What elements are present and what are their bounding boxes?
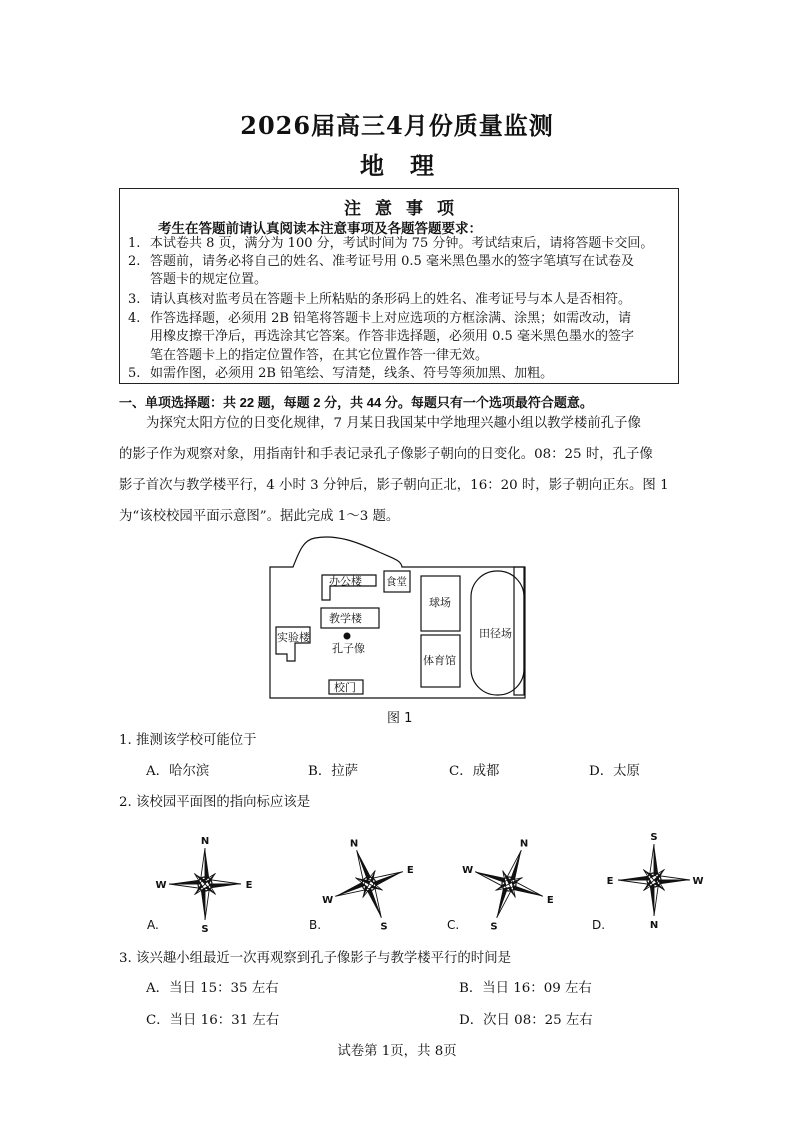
compass-option-c[interactable] xyxy=(447,838,555,932)
option-label: C． xyxy=(449,764,473,779)
compass-direction-label: N xyxy=(349,838,359,850)
notice-line: 笔在答题卡上的指定位置作答，在其它位置作答一律无效。 xyxy=(150,347,489,363)
option-a[interactable] xyxy=(146,977,279,996)
compass-direction-label: S xyxy=(650,832,658,843)
notice-line: 如需作图，必须用 2B 铅笔绘、写清楚，线条、符号等须加黑、加粗。 xyxy=(150,366,554,381)
map-label: 食堂 xyxy=(386,576,407,588)
compass-option-label: A. xyxy=(147,918,159,932)
notice-heading: 注意事项 xyxy=(344,199,468,219)
figure-caption: 图 1 xyxy=(387,711,413,726)
compass-direction-label: N xyxy=(519,838,529,850)
notice-item xyxy=(128,291,668,309)
notice-item-num: 5. xyxy=(128,366,141,381)
question-text: 该校园平面图的指向标应该是 xyxy=(136,795,311,810)
map-label: 孔子像 xyxy=(332,642,365,655)
notice-item-num: 4. xyxy=(128,311,141,326)
option-text: 成都 xyxy=(472,764,500,779)
notice-item xyxy=(128,365,668,383)
option-c[interactable] xyxy=(449,760,499,779)
option-text: 太原 xyxy=(613,764,640,779)
passage-line: 影子首次与教学楼平行，4 小时 3 分钟后，影子朝向正北，16：20 时，影子朝向正东。图 1 xyxy=(119,478,669,493)
compass-option-label: C. xyxy=(447,918,460,932)
option-text: 当日 16：09 左右 xyxy=(482,981,592,996)
question-num: 3. xyxy=(119,951,132,966)
option-d[interactable] xyxy=(459,1009,593,1028)
compass-direction-label: N xyxy=(200,836,210,847)
notice-line: 用橡皮擦干净后，再选涂其它答案。作答非选择题，必须用 0.5 毫米黑色墨水的签字 xyxy=(150,329,634,345)
notice-item-num: 3. xyxy=(128,292,141,307)
option-label: D． xyxy=(589,764,614,779)
statue-marker xyxy=(344,633,351,640)
compass-options xyxy=(119,832,704,935)
compass-direction-label: N xyxy=(649,920,659,931)
compass-direction-label: S xyxy=(490,921,498,933)
compass-option-d[interactable] xyxy=(592,832,704,932)
question-2 xyxy=(119,791,310,810)
notice-item-num: 1. xyxy=(128,236,141,251)
map-label: 球场 xyxy=(429,596,451,609)
option-b[interactable] xyxy=(308,760,358,779)
question-text: 该兴趣小组最近一次再观察到孔子像影子与教学楼平行的时间是 xyxy=(136,951,511,966)
compass-rose-icon xyxy=(323,838,415,933)
subject-title: 地理 xyxy=(360,151,460,180)
notice-line: 答题卡的规定位置。 xyxy=(150,272,268,288)
compass-option-b[interactable] xyxy=(309,838,415,932)
map-label: 田径场 xyxy=(479,627,512,640)
option-text: 当日 15：35 左右 xyxy=(169,981,279,996)
option-label: A． xyxy=(146,981,170,996)
map-label: 体育馆 xyxy=(423,654,456,667)
compass-direction-label: S xyxy=(380,921,388,933)
track-side-strip xyxy=(514,567,524,695)
option-label: A． xyxy=(146,764,170,779)
exam-title: 2026届高三4月份质量监测 xyxy=(240,111,554,140)
question-3 xyxy=(119,947,511,966)
notice-box xyxy=(119,188,679,384)
notice-item xyxy=(128,253,668,290)
notice-item-num: 2. xyxy=(128,254,141,269)
compass-direction-label: S xyxy=(201,924,209,935)
map-label: 教学楼 xyxy=(329,612,362,625)
compass-option-label: D. xyxy=(592,918,606,932)
notice-line: 答题前，请务必将自己的姓名、准考证号用 0.5 毫米黑色墨水的签字笔填写在试卷及 xyxy=(150,254,634,269)
option-text: 拉萨 xyxy=(331,764,359,779)
option-text: 哈尔滨 xyxy=(169,764,210,779)
compass-direction-label: E xyxy=(245,880,253,891)
question-1 xyxy=(119,729,257,748)
option-label: B． xyxy=(459,981,483,996)
question-num: 2. xyxy=(119,795,132,810)
option-label: D． xyxy=(459,1013,484,1028)
compass-direction-label: W xyxy=(155,880,167,891)
passage-line: 的影子作为观察对象，用指南针和手表记录孔子像影子朝向的日变化。08：25 时，孔子像 xyxy=(119,447,653,462)
map-label: 实验楼 xyxy=(277,631,310,644)
compass-direction-label: W xyxy=(462,865,474,876)
compass-direction-label: E xyxy=(406,865,414,876)
map-label: 办公楼 xyxy=(329,575,362,588)
option-label: B． xyxy=(308,764,332,779)
section-header: 一、单项选择题：共 22 题，每题 2 分，共 44 分。每题只有一个选项最符合题意。 xyxy=(119,395,593,410)
question-text: 推测该学校可能位于 xyxy=(136,733,257,748)
passage-line: 为探究太阳方位的日变化规律，7 月某日我国某中学地理兴趣小组以教学楼前孔子像 xyxy=(146,416,641,431)
notice-item xyxy=(128,310,668,365)
compass-rose-icon xyxy=(463,838,555,933)
compass-rose-icon xyxy=(169,848,241,920)
option-b[interactable] xyxy=(459,977,592,996)
option-c[interactable] xyxy=(146,1009,279,1028)
notice-item xyxy=(128,235,668,253)
page-footer: 试卷第 1页，共 8页 xyxy=(337,1044,457,1059)
campus-map xyxy=(265,534,535,702)
map-label: 校门 xyxy=(334,681,356,694)
campus-boundary xyxy=(270,537,525,698)
compass-option-a[interactable] xyxy=(147,836,253,935)
notice-intro: 考生在答题前请认真阅读本注意事项及各题答题要求： xyxy=(158,221,482,237)
option-text: 次日 08：25 左右 xyxy=(483,1013,593,1028)
compass-direction-label: E xyxy=(606,876,614,887)
option-a[interactable] xyxy=(146,760,209,779)
compass-direction-label: W xyxy=(692,876,704,887)
notice-line: 本试卷共 8 页，满分为 100 分，考试时间为 75 分钟。考试结束后，请将答题卡交回。 xyxy=(150,236,654,251)
compass-option-label: B. xyxy=(309,918,322,932)
option-text: 当日 16：31 左右 xyxy=(169,1013,280,1028)
compass-direction-label: W xyxy=(322,895,334,906)
compass-rose-icon xyxy=(618,844,690,916)
passage-line: 为“该校校园平面示意图”。据此完成 1～3 题。 xyxy=(119,509,400,524)
notice-line: 请认真核对监考员在答题卡上所粘贴的条形码上的姓名、准考证号与本人是否相符。 xyxy=(150,292,632,307)
question-num: 1. xyxy=(119,733,132,748)
compass-direction-label: E xyxy=(546,895,554,906)
option-d[interactable] xyxy=(589,760,640,779)
option-label: C． xyxy=(146,1013,170,1028)
notice-line: 作答选择题，必须用 2B 铅笔将答题卡上对应选项的方框涂满、涂黑；如需改动，请 xyxy=(150,311,632,326)
